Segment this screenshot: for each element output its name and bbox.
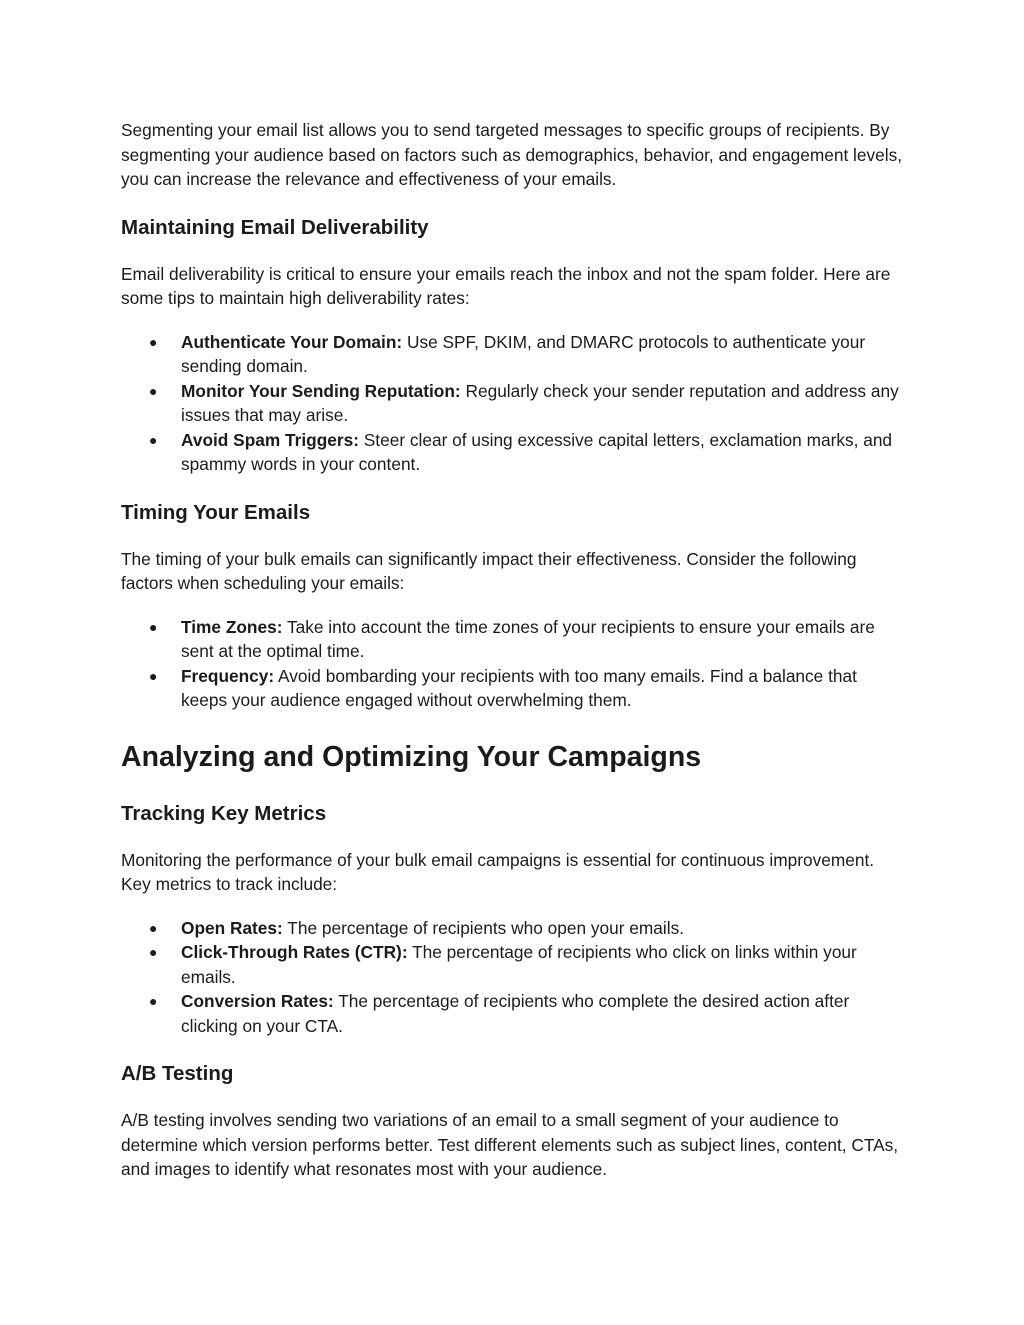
list-item — [121, 330, 907, 379]
list-item-text: Use SPF, DKIM, and DMARC protocols to authenticate your sending domain. — [181, 331, 866, 376]
list-item-text: Avoid bombarding your recipients with too many emails. Find a balance that keeps your audience engaged without overwhelming them. — [181, 665, 857, 710]
list-item-term: Conversion Rates: — [181, 991, 334, 1011]
list-item — [121, 379, 907, 428]
list-item-text: Take into account the time zones of your recipients to ensure your emails are sent at the optimal time. — [181, 616, 875, 661]
tracking-paragraph: Monitoring the performance of your bulk email campaigns is essential for continuous improvement. Key metrics to track include: — [121, 849, 875, 894]
heading-analyzing-and-optimizing: Analyzing and Optimizing Your Campaigns — [121, 740, 702, 773]
heading-timing-your-emails: Timing Your Emails — [121, 500, 311, 524]
list-item — [121, 428, 907, 477]
list-item-term: Frequency: — [181, 665, 275, 686]
deliverability-paragraph: Email deliverability is critical to ensure your emails reach the inbox and not the spam folder. Here are some tips to maintain high deliverability rates: — [121, 263, 891, 308]
document-page — [121, 118, 907, 1182]
list-item — [121, 989, 907, 1038]
heading-maintaining-email-deliverability: Maintaining Email Deliverability — [121, 215, 429, 239]
list-item-text: The percentage of recipients who complete the desired action after clicking on your CTA. — [181, 991, 850, 1036]
list-item-term: Authenticate Your Domain: — [181, 331, 403, 352]
timing-paragraph: The timing of your bulk emails can significantly impact their effectiveness. Consider the following factors when scheduling your emails: — [121, 548, 857, 593]
bullet-icon: ● — [149, 333, 158, 350]
bullet-icon: ● — [149, 919, 158, 936]
list-item-text: Regularly check your sender reputation and address any issues that may arise. — [181, 380, 899, 425]
deliverability-list — [121, 330, 907, 477]
list-item — [121, 940, 907, 989]
bullet-icon: ● — [149, 944, 158, 960]
ab-testing-paragraph: A/B testing involves sending two variations of an email to a small segment of your audience to determine which version performs better. Test different elements such as subject lines, content, CTAs, and images to identify what resonates most with your audience. — [121, 1110, 899, 1179]
list-item-term: Avoid Spam Triggers: — [181, 429, 359, 450]
heading-ab-testing: A/B Testing — [121, 1062, 234, 1085]
timing-list — [121, 615, 907, 713]
list-item-term: Time Zones: — [181, 616, 283, 637]
list-item — [121, 916, 907, 941]
list-item-term: Monitor Your Sending Reputation: — [181, 380, 461, 401]
bullet-icon: ● — [149, 431, 158, 448]
bullet-icon: ● — [149, 667, 158, 684]
list-item — [121, 615, 907, 664]
list-item-term: Click-Through Rates (CTR): — [181, 942, 408, 962]
bullet-icon: ● — [149, 382, 158, 399]
tracking-list — [121, 916, 907, 1039]
list-item-text: The percentage of recipients who open your emails. — [282, 917, 685, 938]
list-item-term: Open Rates: — [181, 917, 283, 938]
list-item — [121, 664, 907, 713]
list-item-text: Steer clear of using excessive capital letters, exclamation marks, and spammy words in your content. — [181, 429, 893, 474]
list-item-text: The percentage of recipients who click on links within your emails. — [181, 942, 857, 987]
bullet-icon: ● — [149, 993, 158, 1009]
intro-paragraph: Segmenting your email list allows you to send targeted messages to specific groups of recipients. By segmenting your audience based on factors such as demographics, behavior, and engagement levels, you can increase the relevance and effectiveness of your emails. — [121, 120, 903, 189]
heading-tracking-key-metrics: Tracking Key Metrics — [121, 801, 327, 825]
bullet-icon: ● — [149, 618, 158, 635]
